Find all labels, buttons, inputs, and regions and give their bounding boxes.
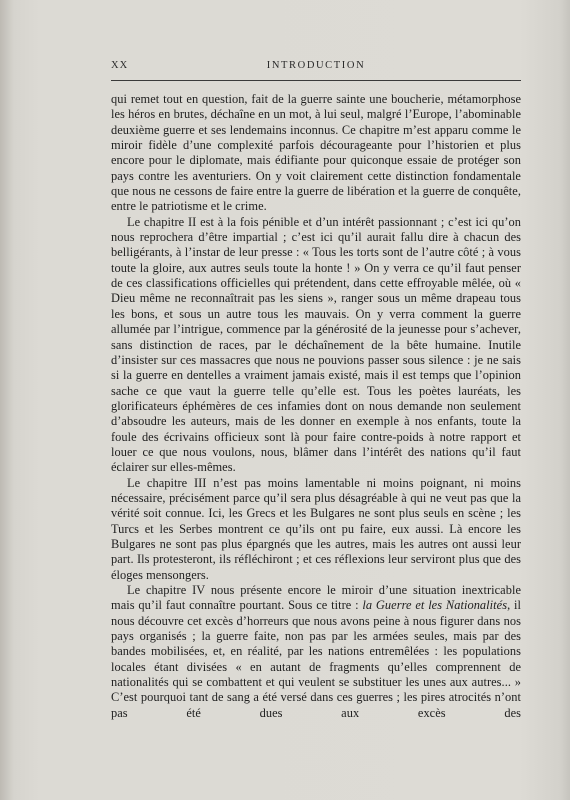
page-number: XX: [111, 60, 129, 71]
header-rule: [111, 80, 521, 81]
paragraph-2: Le chapitre II est à la fois pénible et d’un intérêt passionnant ; c’est ici qu’on nous reprochera d’être impartial ; c’est ici qu’il aurait fallu dire à chacun des belligérants, à l’instar de leur presse : « Tous les torts sont de l’autre côté ; à vous toute la gloire, aux autres seuls toute la honte ! » On y verra ce qu’il faut penser de ces classifications officielles qui prétendent, dans cette effroyable mêlée, où « Dieu même ne reconnaîtrait pas les siens », ranger sous un même drapeau tous les bons, et sous un autre tous les mauvais. On y verra comment la guerre allumée par l’intrigue, commence par la générosité de la jeunesse pour s’achever, sans distinction de races, par le déchaînement de la bête humaine. Inutile d’insister sur ces massacres que nous ne pouvions passer sous silence : je ne sais si la guerre en dentelles a vraiment jamais existé, mais il est temps que l’opinion sache ce que vaut la guerre telle qu’elle est. Tous les poètes lauréats, les glorificateurs éphémères de ces infamies dont on nous demande non seulement d’absoudre les auteurs, mais de les donner en exemple à nos enfants, toute la foule des écrivains officieux sont là pour faire contre-poids à notre rapport et louer ce que nous voulons, nous, blâmer dans l’intérêt des nations qu’il faut éclairer sur elles-mêmes.: [111, 214, 521, 475]
page-header: [111, 60, 521, 74]
body-text: [111, 92, 521, 721]
paragraph-4: Le chapitre IV nous présente encore le miroir d’une situation inextricable mais qu’il faut connaître pourtant. Sous ce titre : la Guerre et les Nationalités, il nous découvre cet excès d’horreurs que nous avons peine à nous figurer dans nos pays organisés ; la guerre faite, non pas par les armées seules, mais par des bandes mobilisées, et, en réalité, par les nations entremêlées : les populations locales étant divisées « en autant de fragments qu’elles comprennent de nationalités qui se combattent et qui veulent se substituer les unes aux autres... » C’est pourquoi tant de sang a été versé dans ces guerres ; les pires atrocités n’ont pas été dues aux excès des: [111, 583, 522, 720]
running-title: INTRODUCTION: [266, 60, 366, 71]
paragraph-1: qui remet tout en question, fait de la guerre sainte une boucherie, métamorphose les héros en brutes, déchaîne en un mot, à lui seul, malgré l’Europe, l’abominable deuxième guerre et ses lendemains inconnus. Ce chapitre m’est apparu comme le miroir fidèle d’une complexité parfois décourageante pour l’historien et plus encore pour le diplomate, mais édifiante pour quiconque essaie de protéger son pays contre les aventuriers. On y voit clairement cette distinction fondamentale que nous ne cessons de faire entre la guerre de libération et la guerre de conquête, entre le patriotisme et le crime.: [111, 92, 521, 214]
paragraph-3: Le chapitre III n’est pas moins lamentable ni moins poignant, ni moins nécessaire, précisément parce qu’il sera plus désagréable à qui ne veut pas que la vérité soit connue. Ici, les Grecs et les Bulgares ne sont plus seuls en scène ; les Turcs et les Serbes montrent ce qu’ils ont pu faire, eux aussi. Là encore les Bulgares ne sont pas plus épargnés que les autres, mais les autres ont aussi leur part. Ils protesteront, ils réfléchiront ; et ces réflexions leur serviront plus que des éloges mensongers.: [111, 475, 521, 582]
